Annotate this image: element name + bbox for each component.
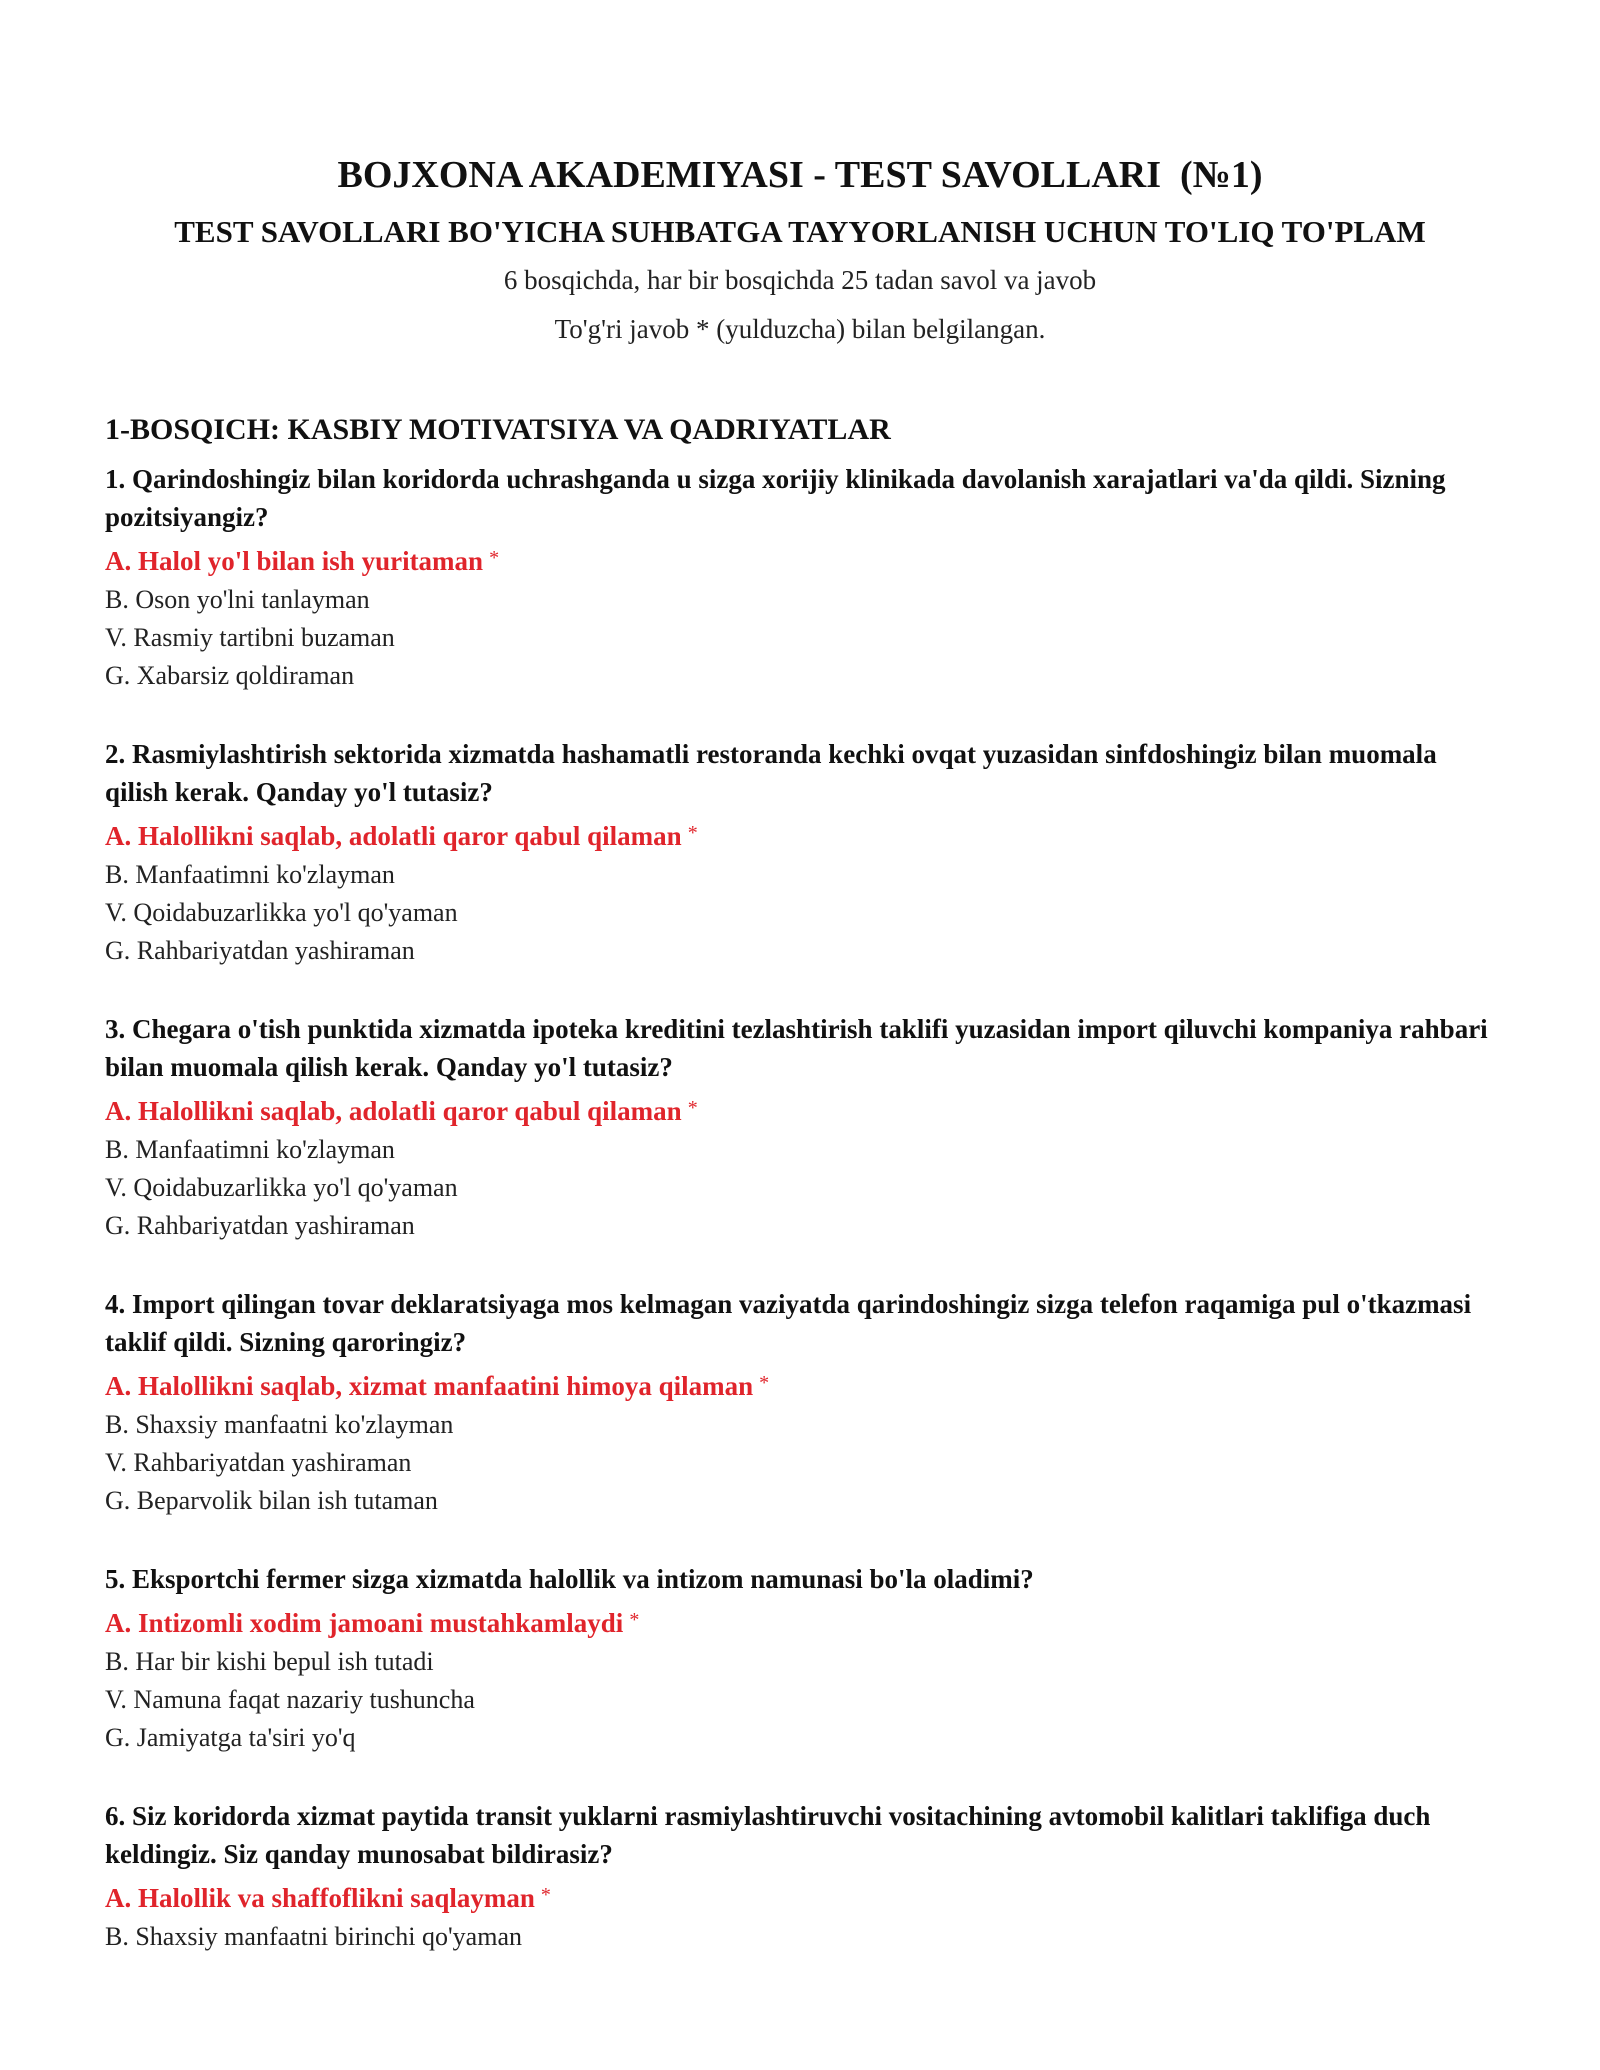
answer-option: G. Rahbariyatdan yashiraman xyxy=(105,1211,415,1240)
document-content xyxy=(105,410,1505,1996)
question-2 xyxy=(105,735,1505,970)
answer-option: G. Jamiyatga ta'siri yo'q xyxy=(105,1723,356,1752)
correct-answer-text: A. Halol yo'l bilan ish yuritaman xyxy=(105,546,484,576)
question-1 xyxy=(105,460,1505,695)
question-text: 4. Import qilingan tovar deklaratsiyaga mos kelmagan vaziyatda qarindoshingiz sizga telefon raqamiga pul o'tkazmasi taklif qildi. Sizning qaroringiz? xyxy=(105,1289,1472,1357)
answer-option: B. Shaxsiy manfaatni birinchi qo'yaman xyxy=(105,1922,522,1951)
section-heading: 1-BOSQICH: KASBIY MOTIVATSIYA VA QADRIYATLAR xyxy=(105,413,891,446)
correct-answer-text: A. Halollik va shaffoflikni saqlayman xyxy=(105,1883,535,1913)
answer-option: B. Manfaatimni ko'zlayman xyxy=(105,1135,395,1164)
answer-option: V. Rasmiy tartibni buzaman xyxy=(105,623,395,652)
correct-star-marker: * xyxy=(489,547,500,569)
question-text: 5. Eksportchi fermer sizga xizmatda halollik va intizom namunasi bo'la oladimi? xyxy=(105,1564,1034,1594)
answer-option: V. Qoidabuzarlikka yo'l qo'yaman xyxy=(105,898,458,927)
question-text: 1. Qarindoshingiz bilan koridorda uchrashganda u sizga xorijiy klinikada davolanish xarajatlari va'da qildi. Sizning pozitsiyangiz? xyxy=(105,464,1446,532)
answer-key-note: To'g'ri javob * (yulduzcha) bilan belgilangan. xyxy=(554,314,1046,344)
answer-option: G. Xabarsiz qoldiraman xyxy=(105,661,355,690)
question-5 xyxy=(105,1560,1505,1757)
correct-answer xyxy=(105,1875,1505,1918)
correct-star-marker: * xyxy=(687,1097,698,1119)
answer-option: B. Manfaatimni ko'zlayman xyxy=(105,860,395,889)
question-6 xyxy=(105,1797,1505,1956)
document-info: 6 bosqichda, har bir bosqichda 25 tadan savol va javob xyxy=(503,265,1097,295)
question-text: 6. Siz koridorda xizmat paytida transit yuklarni rasmiylashtiruvchi vositachining avtomobil kalitlari taklifiga duch keldingiz. Siz qanday munosabat bildirasiz? xyxy=(105,1801,1431,1869)
answer-option: G. Rahbariyatdan yashiraman xyxy=(105,936,415,965)
question-text: 2. Rasmiylashtirish sektorida xizmatda hashamatli restoranda kechki ovqat yuzasidan sinfdoshingiz bilan muomala qilish kerak. Qanday yo'l tutasiz? xyxy=(105,739,1437,807)
answer-option: B. Har bir kishi bepul ish tutadi xyxy=(105,1647,434,1676)
answer-option: V. Namuna faqat nazariy tushuncha xyxy=(105,1685,475,1714)
answer-option: B. Shaxsiy manfaatni ko'zlayman xyxy=(105,1410,454,1439)
correct-answer-text: A. Halollikni saqlab, adolatli qaror qabul qilaman xyxy=(105,821,682,851)
correct-answer xyxy=(105,1600,1505,1643)
correct-answer-text: A. Halollikni saqlab, xizmat manfaatini himoya qilaman xyxy=(105,1371,754,1401)
correct-star-marker: * xyxy=(629,1609,640,1631)
correct-answer xyxy=(105,813,1505,856)
question-3 xyxy=(105,1010,1505,1245)
correct-answer-text: A. Halollikni saqlab, adolatli qaror qabul qilaman xyxy=(105,1096,682,1126)
correct-star-marker: * xyxy=(687,822,698,844)
document-subtitle: TEST SAVOLLARI BO'YICHA SUHBATGA TAYYORLANISH UCHUN TO'LIQ TO'PLAM xyxy=(174,214,1426,249)
answer-option: G. Beparvolik bilan ish tutaman xyxy=(105,1486,438,1515)
correct-answer-text: A. Intizomli xodim jamoani mustahkamlaydi xyxy=(105,1608,624,1638)
answer-option: V. Rahbariyatdan yashiraman xyxy=(105,1448,412,1477)
document-title: BOJXONA AKADEMIYASI - TEST SAVOLLARI (№1) xyxy=(337,154,1263,196)
question-4 xyxy=(105,1285,1505,1520)
answer-option: V. Qoidabuzarlikka yo'l qo'yaman xyxy=(105,1173,458,1202)
correct-star-marker: * xyxy=(759,1372,770,1394)
correct-answer xyxy=(105,538,1505,581)
question-text: 3. Chegara o'tish punktida xizmatda ipoteka kreditini tezlashtirish taklifi yuzasidan import qiluvchi kompaniya rahbari bilan muomala qilish kerak. Qanday yo'l tutasiz? xyxy=(105,1014,1488,1082)
document-header xyxy=(0,152,1600,347)
correct-answer xyxy=(105,1088,1505,1131)
answer-option: B. Oson yo'lni tanlayman xyxy=(105,585,370,614)
correct-star-marker: * xyxy=(540,1884,551,1906)
correct-answer xyxy=(105,1363,1505,1406)
